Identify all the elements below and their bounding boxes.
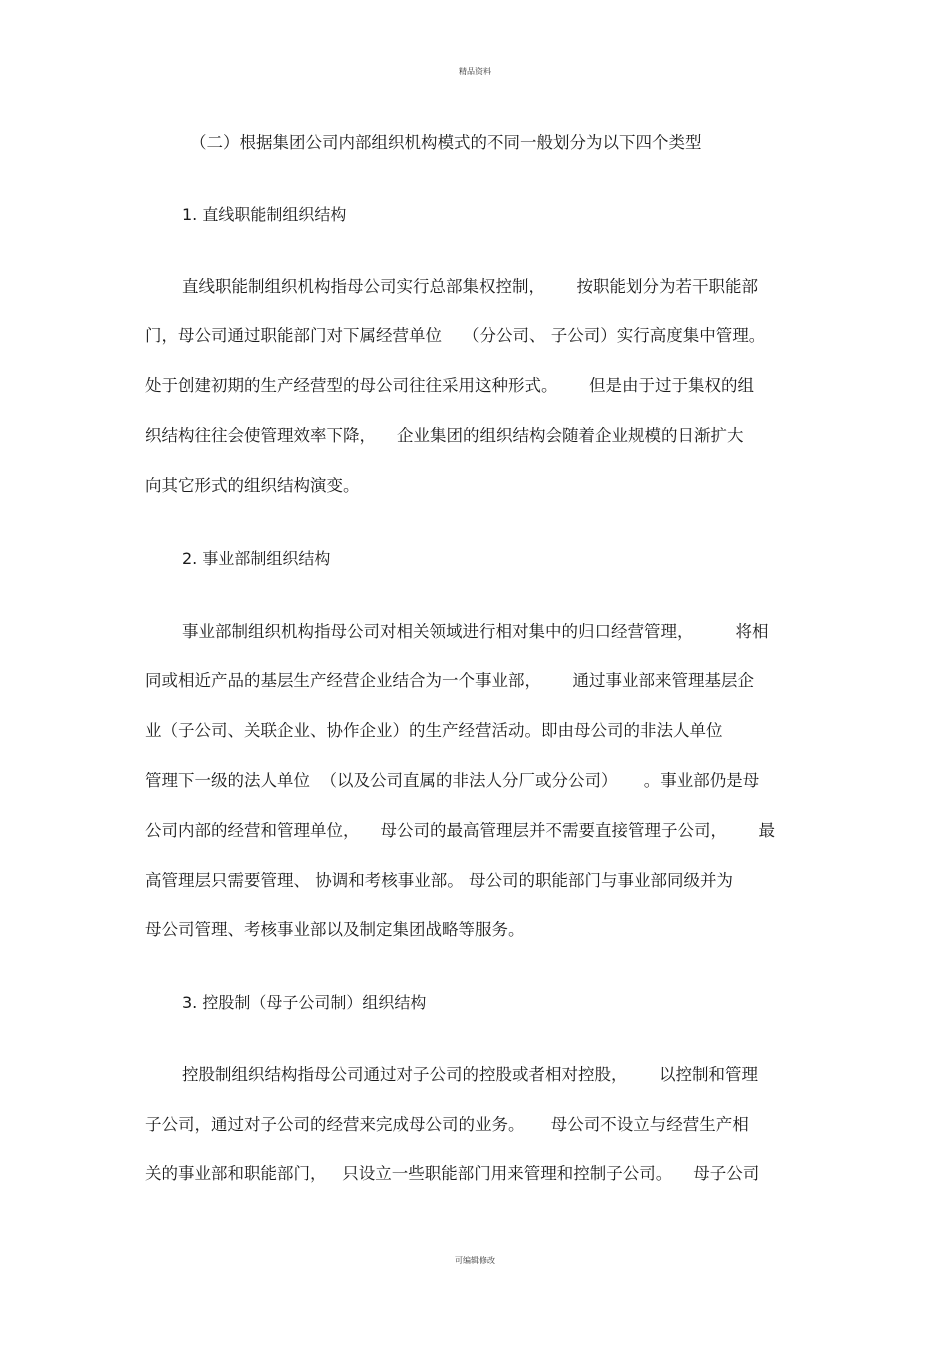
paragraph-line: 业（子公司、关联企业、协作企业）的生产经营活动。即由母公司的非法人单位 — [145, 721, 723, 740]
section-2-heading: 2. 事业部制组织结构 — [182, 549, 331, 568]
page-header: 精品资料 — [459, 67, 491, 76]
paragraph-line: 公司内部的经营和管理单位， 母公司的最高管理层并不需要直接管理子公司， 最 — [145, 821, 775, 840]
paragraph-line: 高管理层只需要管理、 协调和考核事业部。 母公司的职能部门与事业部同级并为 — [145, 871, 733, 890]
paragraph-line: 母公司管理、考核事业部以及制定集团战略等服务。 — [145, 920, 525, 939]
paragraph-line: 事业部制组织机构指母公司对相关领域进行相对集中的归口经营管理， 将相 — [182, 622, 769, 641]
section-3-heading: 3. 控股制（母子公司制）组织结构 — [182, 993, 427, 1012]
paragraph-line: 子公司，通过对子公司的经营来完成母公司的业务。 母公司不设立与经营生产相 — [145, 1115, 749, 1134]
paragraph-line: 关的事业部和职能部门， 只设立一些职能部门用来管理和控制子公司。 母子公司 — [145, 1164, 760, 1183]
paragraph-line: 向其它形式的组织结构演变。 — [145, 476, 360, 495]
paragraph-line: 门，母公司通过职能部门对下属经营单位 （分公司、 子公司）实行高度集中管理。 — [145, 326, 766, 345]
document-title: （二）根据集团公司内部组织机构模式的不同一般划分为以下四个类型 — [190, 133, 702, 152]
section-1-heading: 1. 直线职能制组织结构 — [182, 205, 347, 224]
paragraph-line: 织结构往往会使管理效率下降， 企业集团的组织结构会随着企业规模的日渐扩大 — [145, 426, 744, 445]
paragraph-line: 处于创建初期的生产经营型的母公司往往采用这种形式。 但是由于过于集权的组 — [145, 376, 754, 395]
paragraph-line: 控股制组织结构指母公司通过对子公司的控股或者相对控股， 以控制和管理 — [182, 1065, 758, 1084]
paragraph-line: 同或相近产品的基层生产经营企业结合为一个事业部， 通过事业部来管理基层企 — [145, 671, 754, 690]
paragraph-line: 管理下一级的法人单位 （以及公司直属的非法人分厂或分公司） 。事业部仍是母 — [145, 771, 760, 790]
page-footer: 可编辑修改 — [455, 1256, 495, 1265]
paragraph-line: 直线职能制组织机构指母公司实行总部集权控制， 按职能划分为若干职能部 — [182, 277, 758, 296]
